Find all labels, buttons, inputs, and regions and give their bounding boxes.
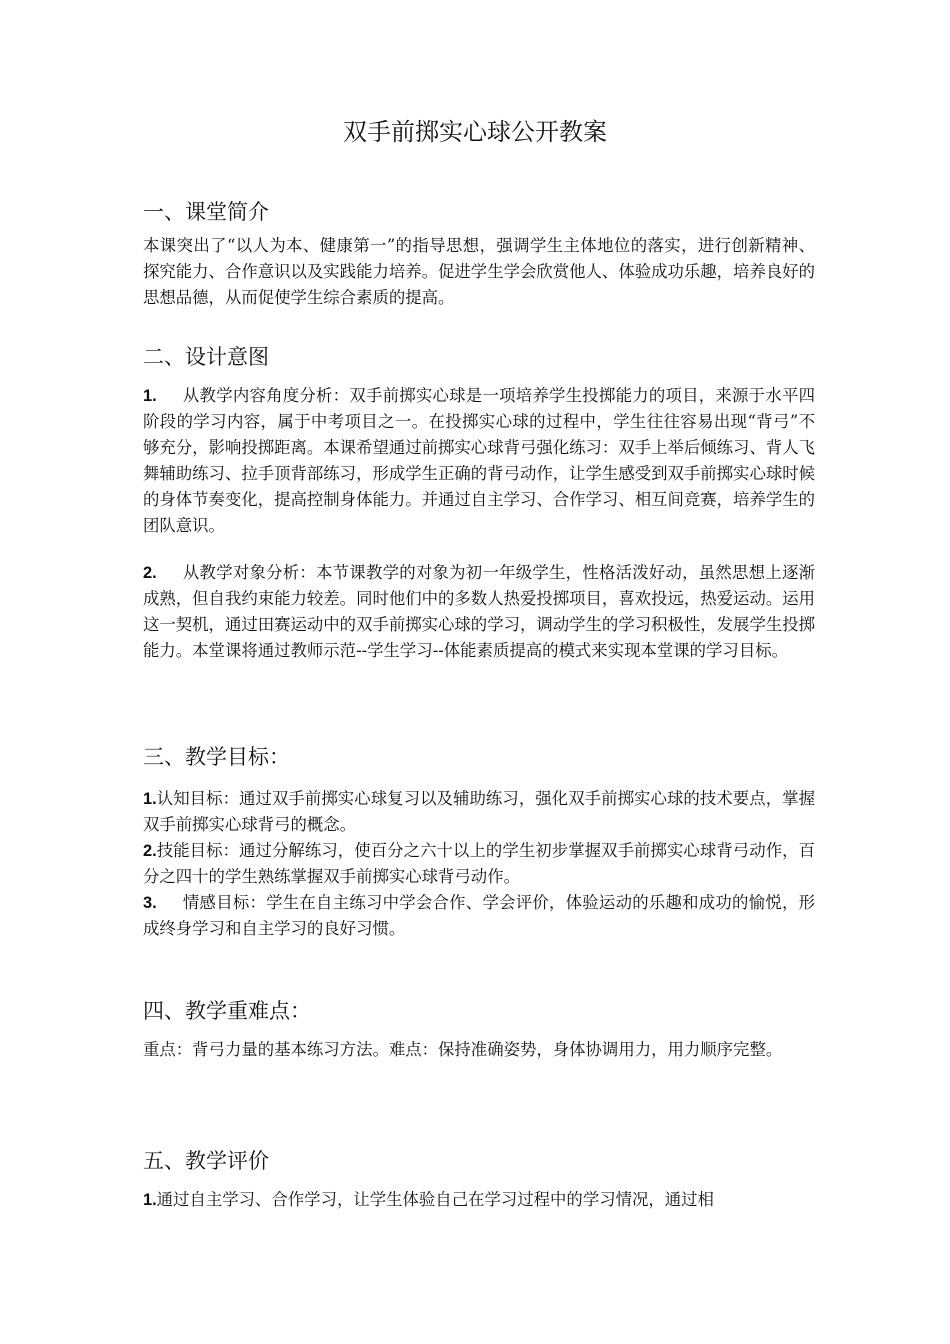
item-text: 认知目标：通过双手前掷实心球复习以及辅助练习，强化双手前掷实心球的技术要点，掌握双手前掷实心球背弓的概念。 [143,789,815,834]
document-title: 双手前掷实心球公开教案 [343,118,607,146]
item-number: 1. [143,790,157,808]
design-item-1 [143,383,815,539]
section-heading-evaluation: 五、教学评价 [143,1149,269,1173]
section-heading-design: 二、设计意图 [143,345,269,369]
intro-paragraph: 本课突出了“以人为本、健康第一”的指导思想，强调学生主体地位的落实，进行创新精神、探究能力、合作意识以及实践能力培养。促进学生学会欣赏他人、体验成功乐趣，培养良好的思想品德，从而促使学生综合素质的提高。 [143,236,816,307]
objective-item-1 [143,786,815,838]
key-points-paragraph: 重点：背弓力量的基本练习方法。难点：保持准确姿势，身体协调用力，用力顺序完整。 [143,1040,783,1059]
item-number: 3. [143,894,157,912]
evaluation-item-1 [143,1187,815,1213]
item-text: 情感目标：学生在自主练习中学会合作、学会评价，体验运动的乐趣和成功的愉悦，形成终身学习和自主学习的良好习惯。 [143,893,815,938]
item-text: 从教学内容角度分析：双手前掷实心球是一项培养学生投掷能力的项目，来源于水平四阶段的学习内容，属于中考项目之一。在投掷实心球的过程中，学生往往容易出现“背弓”不够充分，影响投掷距离。本课希望通过前掷实心球背弓强化练习：双手上举后倾练习、背人飞舞辅助练习、拉手顶背部练习，形成学生正确的背弓动作，让学生感受到双手前掷实心球时候的身体节奏变化，提高控制身体能力。并通过自主学习、合作学习、相互间竞赛，培养学生的团队意识。 [143,386,816,535]
item-number: 2. [143,564,157,582]
section-heading-intro: 一、课堂简介 [143,200,269,224]
objective-item-2 [143,838,815,890]
section-heading-objectives: 三、教学目标： [143,745,290,769]
item-text: 从教学对象分析：本节课教学的对象为初一年级学生，性格活泼好动，虽然思想上逐渐成熟，但自我约束能力较差。同时他们中的多数人热爱投掷项目，喜欢投远，热爱运动。运用这一契机，通过田赛运动中的双手前掷实心球的学习，调动学生的学习积极性，发展学生投掷能力。本堂课将通过教师示范--学生学习--体能素质提高的模式来实现本堂课的学习目标。 [143,563,816,660]
item-text: 技能目标：通过分解练习，使百分之六十以上的学生初步掌握双手前掷实心球背弓动作，百分之四十的学生熟练掌握双手前掷实心球背弓动作。 [143,841,815,886]
section-heading-key-points: 四、教学重难点： [143,999,311,1023]
design-item-2 [143,560,815,664]
item-number: 1. [143,387,157,405]
objective-item-3 [143,890,815,942]
item-number: 2. [143,842,157,860]
item-number: 1. [143,1191,157,1209]
item-text: 通过自主学习、合作学习，让学生体验自己在学习过程中的学习情况，通过相 [156,1190,714,1209]
